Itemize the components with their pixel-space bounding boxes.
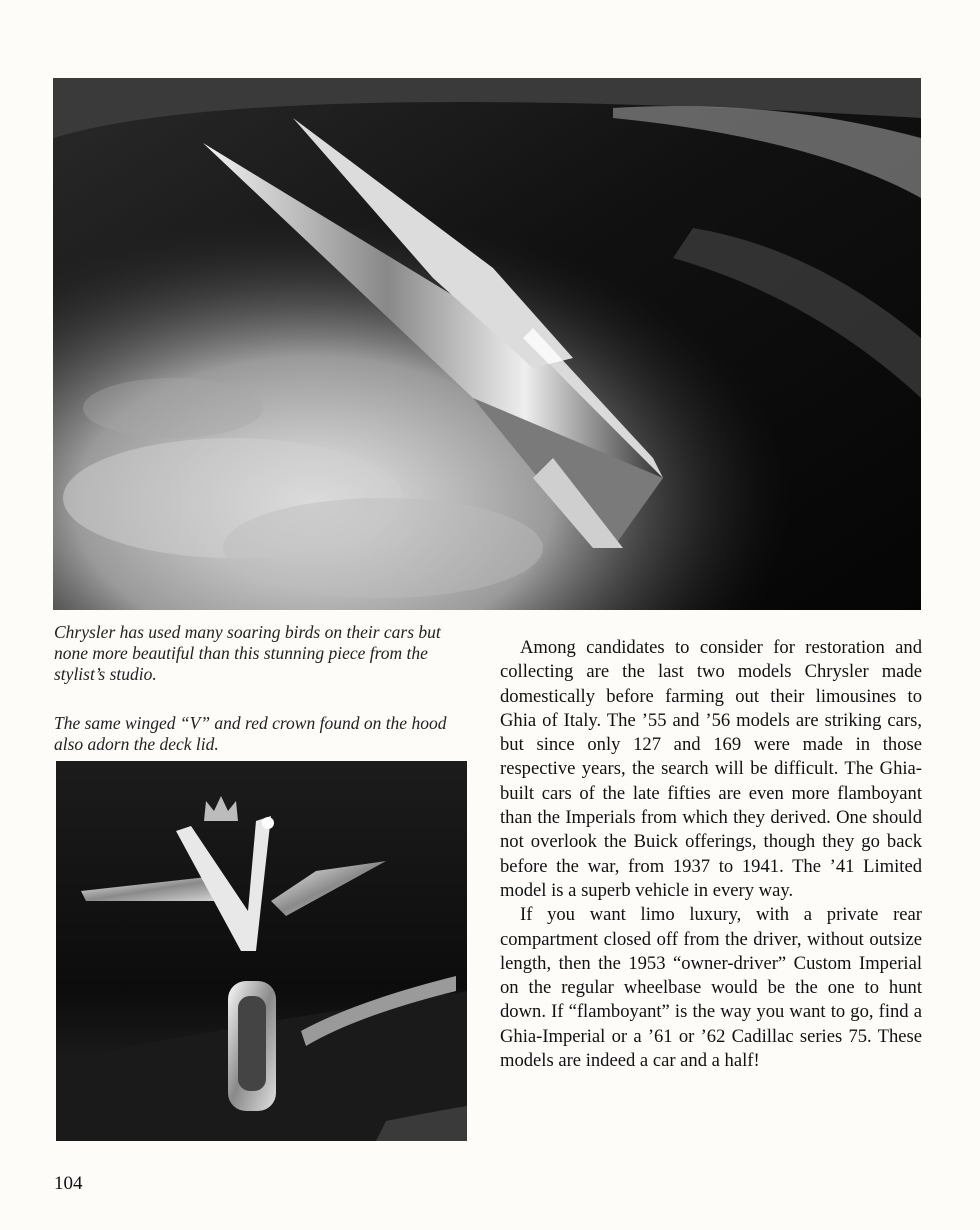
deck-lid-emblem-photo [56, 761, 467, 1141]
bottom-photo-caption: The same winged “V” and red crown found on the hood also adorn the deck lid. [54, 713, 447, 754]
page-number: 104 [54, 1173, 83, 1194]
hood-ornament-photo [53, 78, 921, 610]
body-paragraph-2: If you want limo luxury, with a private rear compartment closed off from the driver, without outsize length, then the 1953 “owner-driver” Custom Imperial on the regular wheelbase would be the one to hunt down. If “flamboyant” is the way you want to go, find a Ghia-Imperial or a ’61 or ’62 Cadillac series 75. These models are indeed a car and a half! [500, 904, 922, 1072]
deck-lid-emblem-image [56, 761, 467, 1141]
top-photo-caption: Chrysler has used many soaring birds on their cars but none more beautiful than this stunning piece from the stylist’s studio. [54, 622, 441, 684]
hood-ornament-image [53, 78, 921, 610]
body-text [500, 636, 922, 1073]
body-paragraph-1: Among candidates to consider for restoration and collecting are the last two models Chrysler made domestically before farming out their limousines to Ghia of Italy. The ’55 and ’56 models are striking cars, but since only 127 and 169 were made in those respective years, the search will be difficult. The Ghia-built cars of the late fifties are even more flamboyant than the Imperials from which they derived. One should not overlook the Buick offerings, though they go back before the war, from 1937 to 1941. The ’41 Limited model is a superb vehicle in every way. [500, 637, 922, 901]
